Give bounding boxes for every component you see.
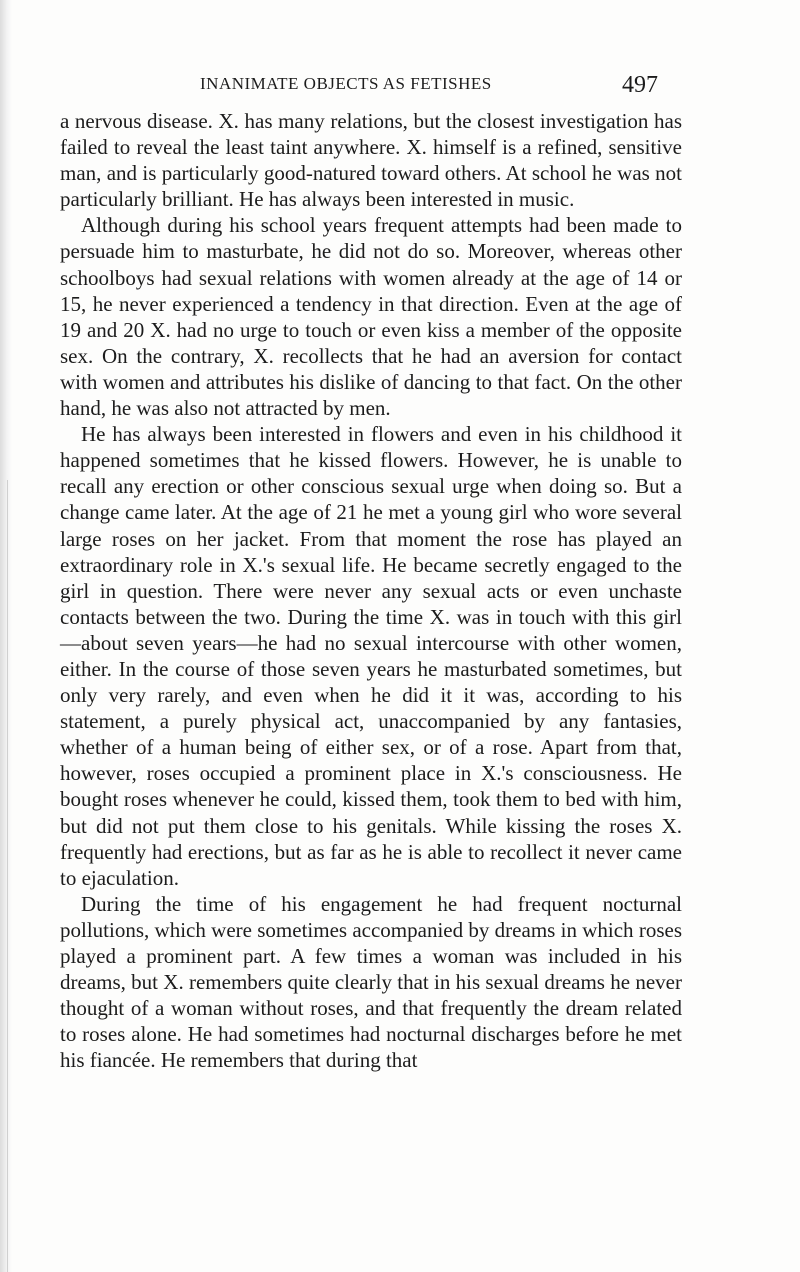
paragraph-1: a nervous disease. X. has many relations, but the closest investigation has failed to reveal the least taint anywhere. X. himself is a refined, sensitive man, and is particularly good-natured toward others. At school he was not particularly brilliant. He has always been interested in music.	[60, 109, 682, 212]
spine-line	[7, 480, 8, 1272]
page-header	[0, 74, 800, 104]
body-text	[60, 108, 682, 1073]
paragraph-3: He has always been interested in flowers and even in his childhood it happened sometimes that he kissed flowers. However, he is unable to recall any erection or other conscious sexual urge when doing so. But a change came later. At the age of 21 he met a young girl who wore several large roses on her jacket. From that moment the rose has played an extraordinary role in X.'s sexual life. He became secretly engaged to the girl in question. There were never any sexual acts or even unchaste contacts between the two. During the time X. was in touch with this girl—about seven years—he had no sexual intercourse with other women, either. In the course of those seven years he masturbated sometimes, but only very rarely, and even when he did it it was, according to his statement, a purely physical act, unaccompanied by any fantasies, whether of a human being of either sex, or of a rose. Apart from that, however, roses occupied a prominent place in X.'s consciousness. He bought roses whenever he could, kissed them, took them to bed with him, but did not put them close to his genitals. While kissing the roses X. frequently had erections, but as far as he is able to recollect it never came to ejaculation.	[60, 422, 682, 890]
page-number: 497	[622, 72, 658, 98]
running-head: INANIMATE OBJECTS AS FETISHES	[200, 74, 492, 93]
paragraph-2: Although during his school years frequent attempts had been made to persuade him to masturbate, he did not do so. Moreover, whereas other schoolboys had sexual relations with women already at the age of 14 or 15, he never experienced a tendency in that direction. Even at the age of 19 and 20 X. had no urge to touch or even kiss a member of the opposite sex. On the contrary, X. recollects that he had an aversion for contact with women and attributes his dislike of dancing to that fact. On the other hand, he was also not attracted by men.	[60, 213, 682, 421]
spine-shadow	[0, 0, 12, 1272]
paragraph-4: During the time of his engagement he had frequent nocturnal pollutions, which were sometimes accompanied by dreams in which roses played a prominent part. A few times a woman was included in his dreams, but X. remembers quite clearly that in his sexual dreams he never thought of a woman without roses, and that frequently the dream related to roses alone. He had sometimes had nocturnal discharges before he met his fiancée. He remembers that during that	[60, 891, 682, 1073]
